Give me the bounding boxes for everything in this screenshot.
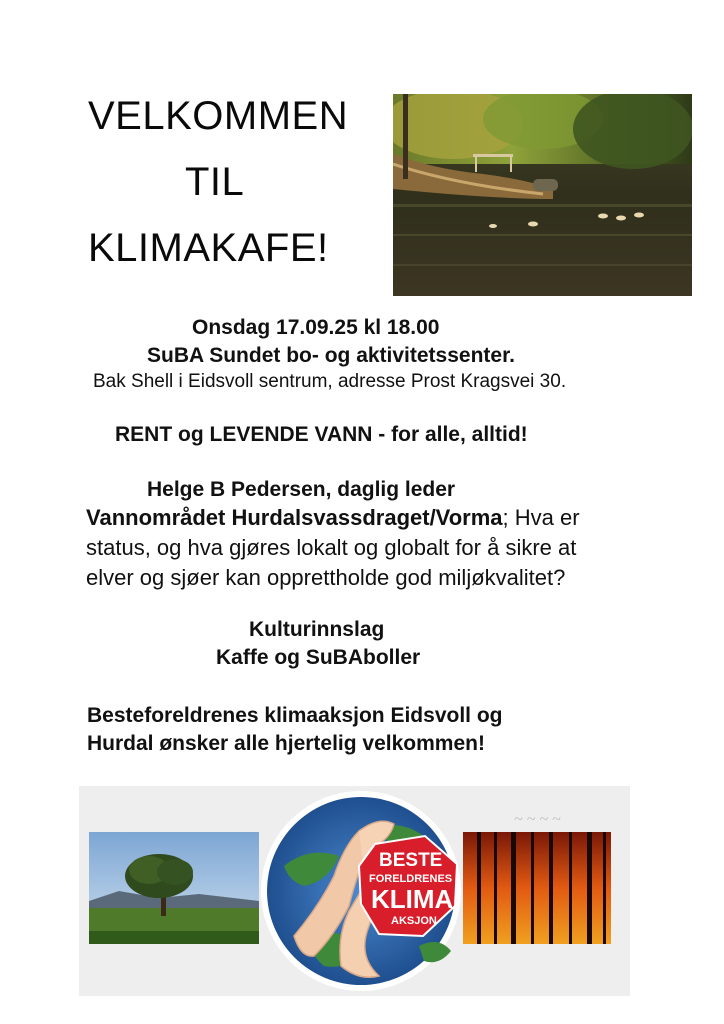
topic-lead: ; Hva er [502,505,580,530]
lake-photo [393,94,692,296]
svg-text:~ ~ ~ ~: ~ ~ ~ ~ [514,811,561,828]
logo-line-3: KLIMA [371,884,454,914]
logo-line-2: FORELDRENES [369,873,453,885]
forest-fire-photo [463,832,611,944]
event-address: Bak Shell i Eidsvoll sentrum, adresse Prost Kragsvei 30. [93,371,567,392]
speaker-org: Vannområdet Hurdalsvassdraget/Vorma [86,505,503,530]
closing-line-1: Besteforeldrenes klimaaksjon Eidsvoll og [87,704,503,727]
program-coffee: Kaffe og SuBAboller [216,646,421,669]
closing-line-2: Hurdal ønsker alle hjertelig velkommen! [87,732,485,755]
topic-line-3: elver og sjøer kan opprettholde god miljøkvalitet? [86,565,566,590]
title-line-3: KLIMAKAFE! [88,226,329,270]
tree-photo [89,832,259,944]
klimaaksjon-banner [79,786,630,996]
title-line-1: VELKOMMEN [88,94,349,138]
globe-hands-logo [261,791,461,991]
event-date-time: Onsdag 17.09.25 kl 18.00 [192,316,440,339]
speaker-name: Helge B Pedersen, daglig leder [147,478,456,501]
program-culture: Kulturinnslag [249,618,385,641]
event-venue: SuBA Sundet bo- og aktivitetssenter. [147,344,515,367]
event-theme: RENT og LEVENDE VANN - for alle, alltid! [115,423,528,446]
title-line-2: TIL [185,160,245,204]
logo-line-1: BESTE [379,850,443,871]
topic-line-2: status, og hva gjøres lokalt og globalt for å sikre at [86,535,577,560]
speaker-topic [86,503,646,593]
logo-line-4: AKSJON [391,915,437,927]
